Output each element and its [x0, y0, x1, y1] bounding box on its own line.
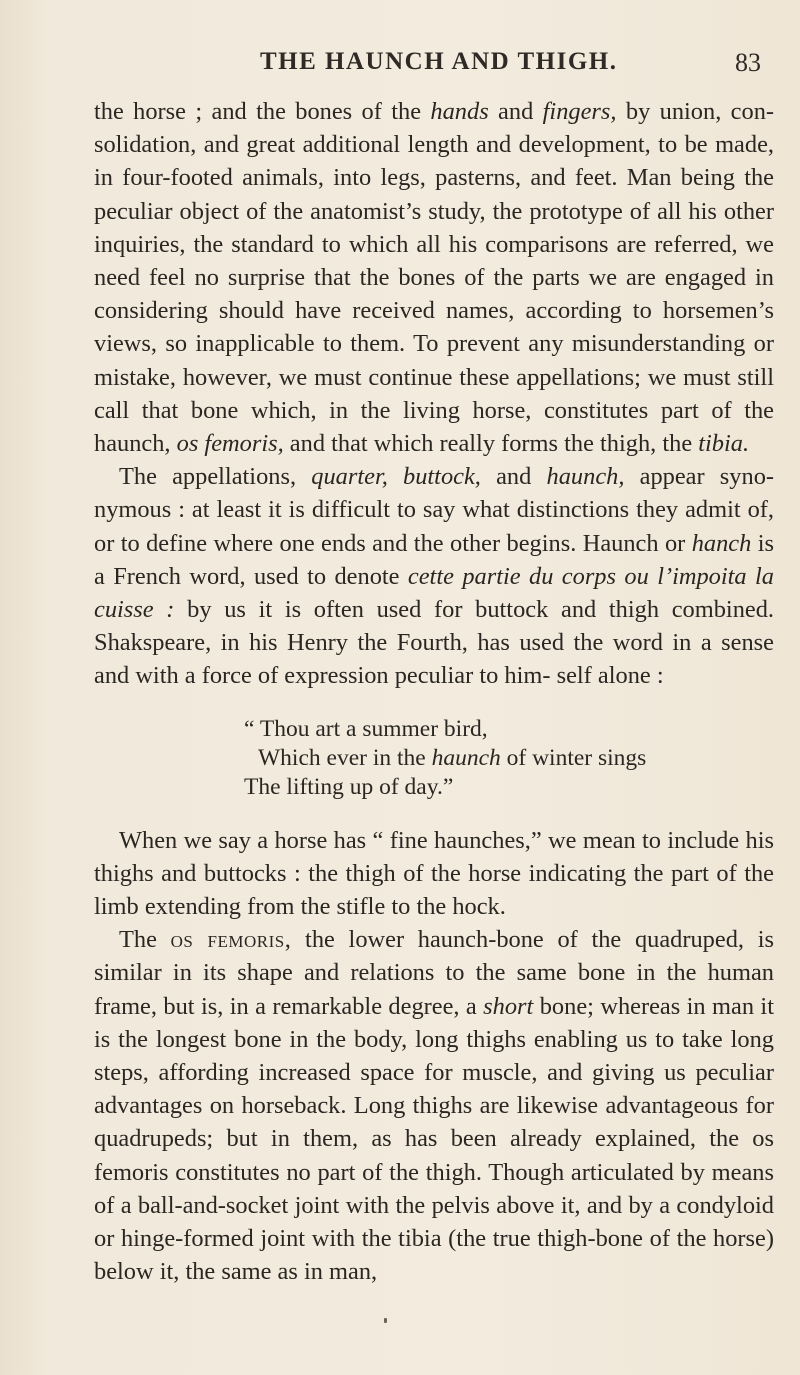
text-run: by us it is often used for buttock and thigh combined. Shakspeare, in his Henry the Fourth, has used the word in a sense and with a force of expression peculiar to him- self alone :	[94, 596, 775, 690]
text-run: is a French word, used to denote	[94, 529, 774, 590]
italic-phrase: short	[483, 992, 534, 1020]
text-run: and	[488, 98, 543, 125]
italic-phrase: fingers,	[542, 98, 617, 125]
text-run: and that which really forms the thigh, the	[283, 430, 699, 458]
paragraph	[94, 923, 774, 1288]
text-run: The appellations,	[119, 463, 312, 491]
text-run: appear syno- nymous : at least it is difficult to say what distinctions they admit of, or to define where one ends and the other begins. Haunch or	[94, 463, 775, 557]
text-run: bone; whereas in man it is the longest bone in the body, long thighs enabling us to take long steps, affording increased space for muscle, and giving us peculiar advantages on horseback. Long thighs are likewise advantageous for quadrupeds; but in them, as has been already explained, the os femoris constitutes no part of the thigh. Though articulated by means of a ball-and-socket joint with the pelvis above it, and by a condyloid or hinge-formed joint with the tibia (the true thigh-bone of the horse) below it, the same as in man,	[94, 992, 774, 1286]
text-run: When we say a horse has “ fine haunches,” we mean to include his thighs and buttocks : the thigh of the horse indicating the part of the limb extending from the stifle to the hock.	[94, 826, 774, 921]
italic-phrase: cette partie du corps ou l’impoita la cuisse :	[94, 562, 775, 624]
italic-phrase: quarter, buttock,	[311, 463, 481, 491]
running-head: THE HAUNCH AND THIGH.	[260, 48, 618, 75]
verse-line: The lifting up of day.”	[244, 773, 454, 800]
italic-phrase: haunch,	[546, 463, 625, 491]
page-header	[0, 36, 800, 76]
italic-phrase: os femoris,	[176, 430, 284, 458]
ink-speck	[384, 1318, 387, 1323]
text-run: by union, con- solidation, and great additional length and development, to be made, in four-footed animals, into legs, pasterns, and feet. Man being the peculiar object of the anatomist’s study, the prototype of all his other inquiries, the standard to which all his comparisons are referred, we need feel no surprise that the bones of the parts we are engaged in considering should have received names, according to horsemen’s views, so inapplicable to them. To prevent any misunderstanding or mistake, however, we must continue these appellations; we must still call that bone which, in the living horse, constitutes part of the haunch,	[94, 98, 775, 458]
text-run: the horse ; and the bones of the	[94, 98, 431, 125]
italic-phrase: hands	[430, 98, 489, 125]
page-number: 83	[735, 48, 761, 77]
text-run: The	[119, 926, 171, 954]
paragraph	[94, 824, 774, 924]
italic-phrase: hanch	[691, 529, 752, 557]
verse-quotation	[244, 715, 774, 802]
verse-line: “ Thou art a summer bird,	[244, 715, 488, 742]
text-run: and	[480, 463, 547, 491]
paragraph	[94, 460, 774, 692]
verse-line: Which ever in the haunch of winter sings	[258, 744, 647, 771]
text-run: the lower haunch-bone of the quadruped, is similar in its shape and relations to the same bone in the human frame, but is, in a remarkable degree, a	[94, 926, 774, 1020]
small-caps-phrase: os femoris,	[170, 926, 292, 954]
italic-phrase: haunch	[431, 744, 501, 771]
paragraph	[94, 95, 774, 460]
italic-phrase: tibia.	[698, 430, 750, 458]
body-text	[94, 95, 774, 1289]
